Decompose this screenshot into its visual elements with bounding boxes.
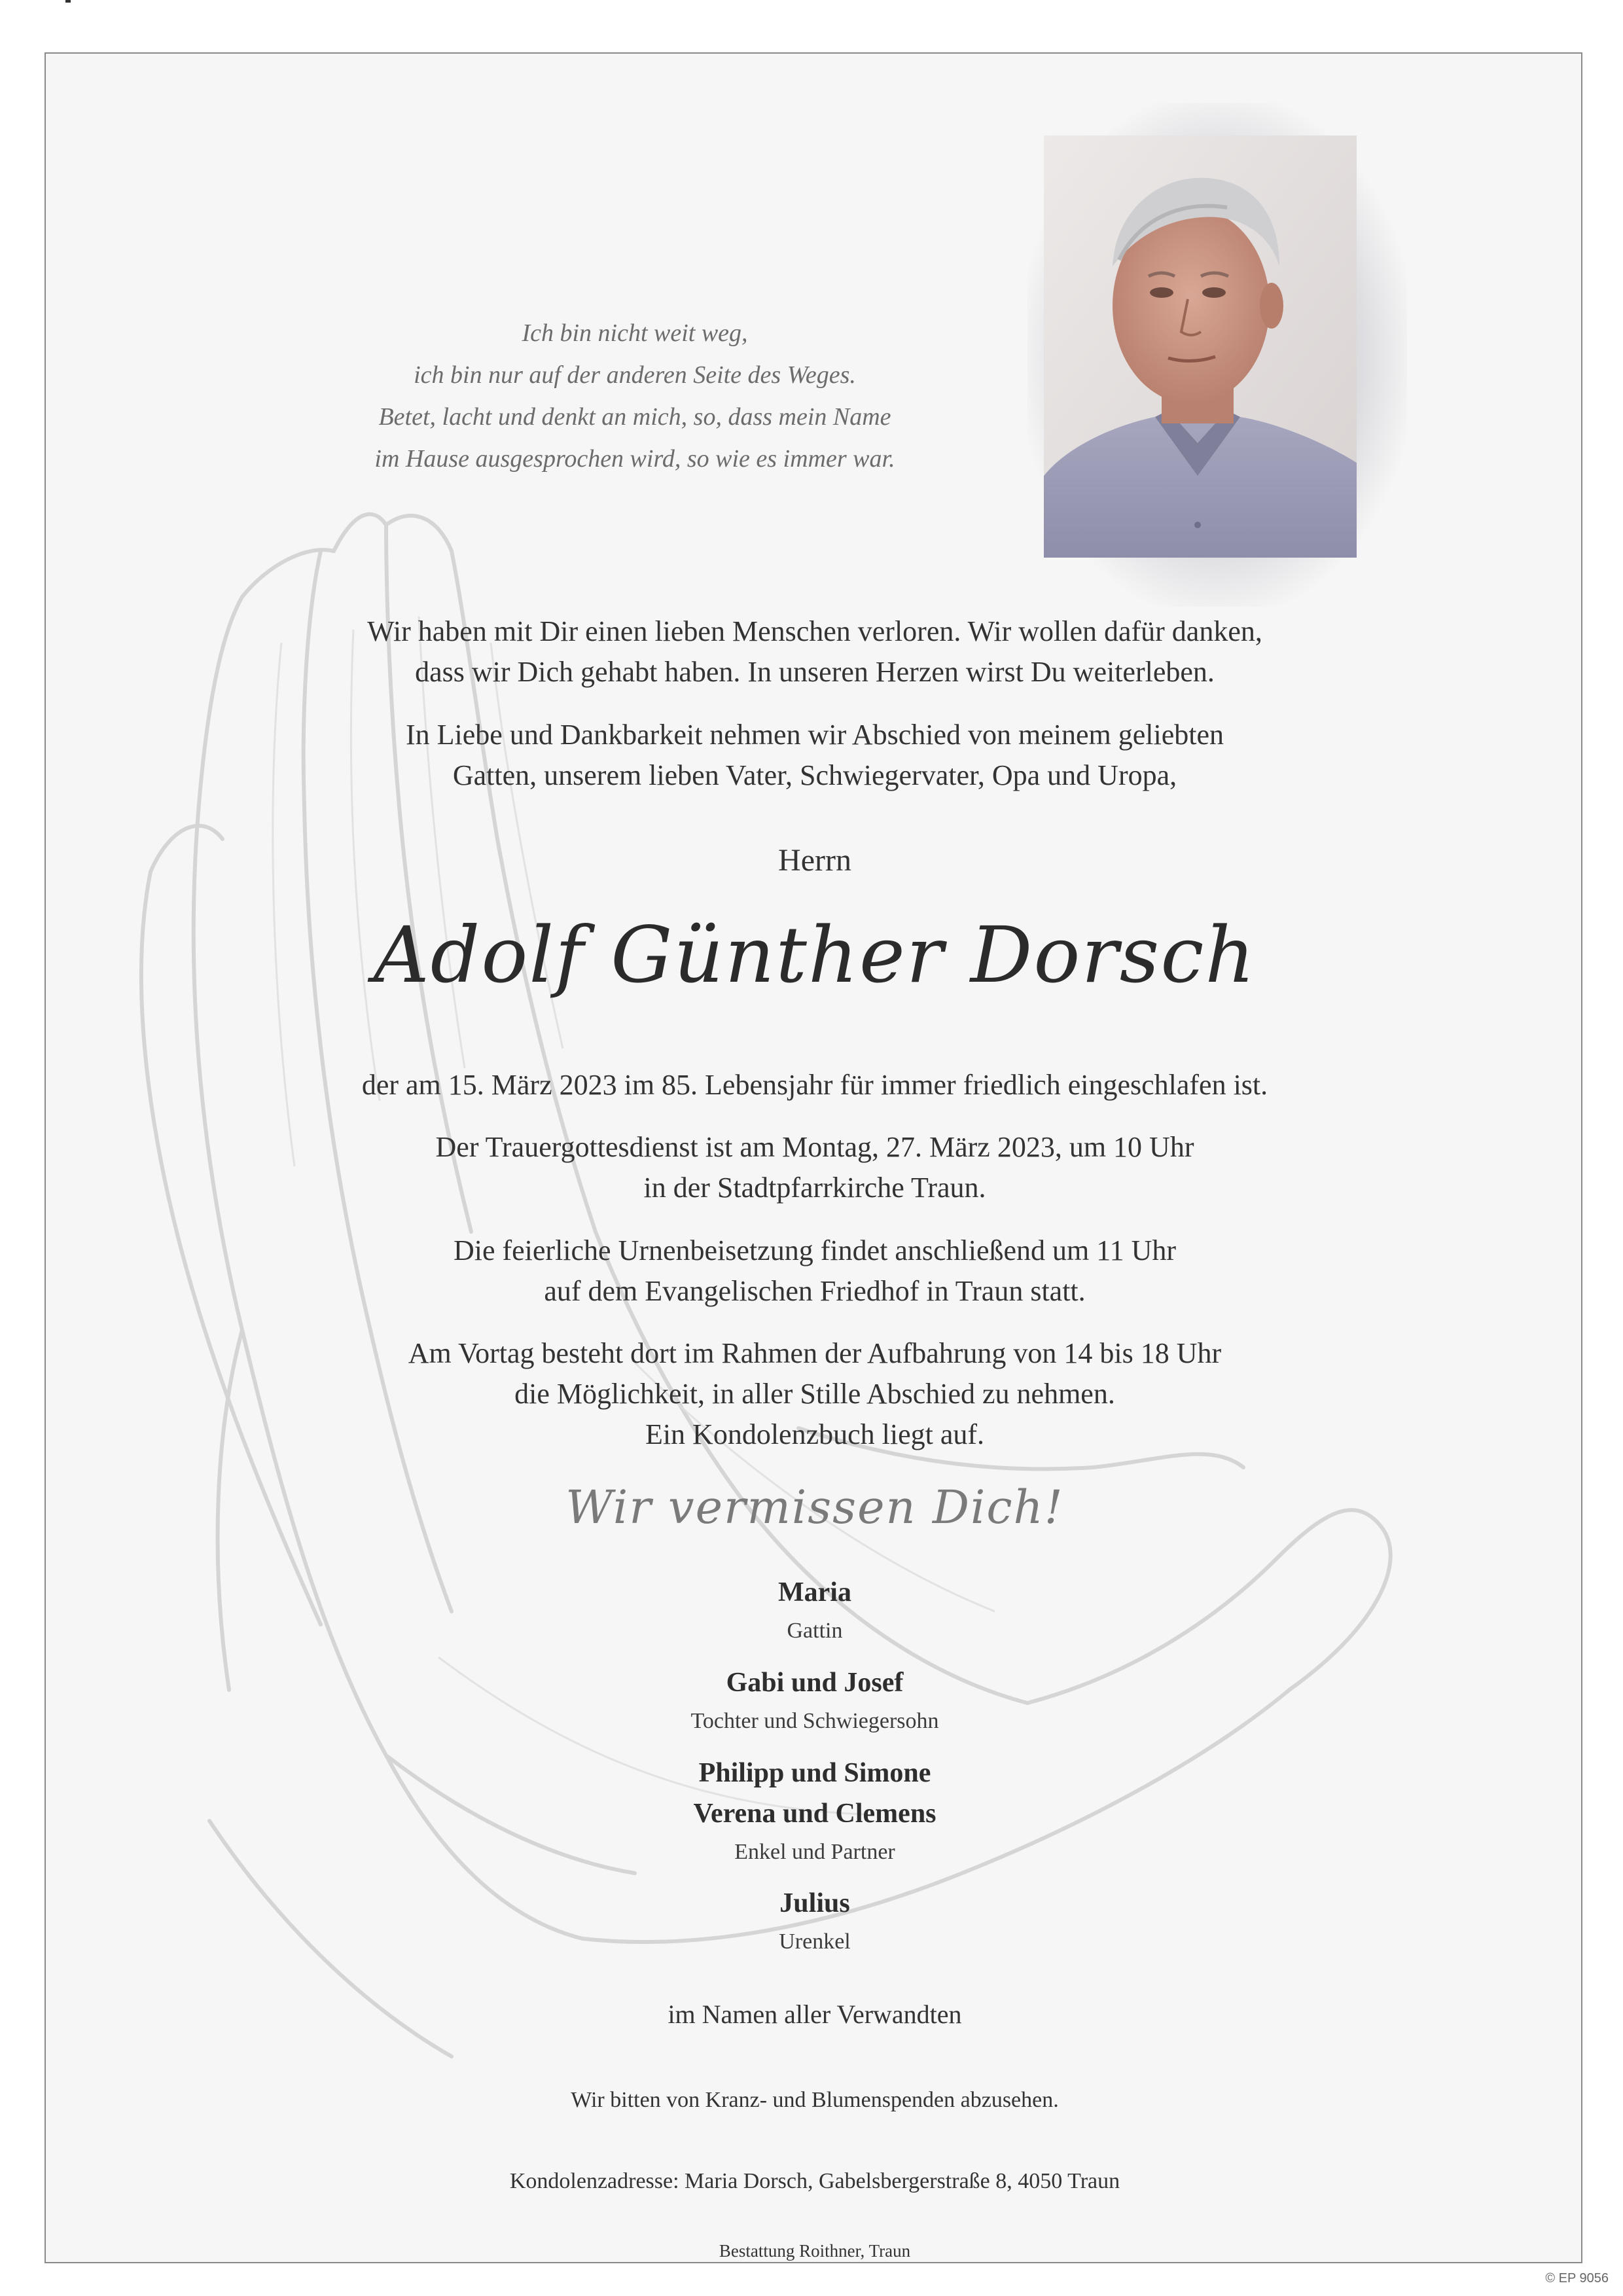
death-text: der am 15. März 2023 im 85. Lebensjahr für immer friedlich eingeschlafen ist.: [361, 1069, 1268, 1101]
mourner-relation: Gattin: [787, 1619, 843, 1643]
print-code: © EP 9056: [1545, 2271, 1609, 2286]
mourner-name: Philipp und Simone: [698, 1758, 931, 1788]
burial-paragraph: [46, 1230, 1582, 1312]
viewing-line: die Möglichkeit, in aller Stille Abschied zu nehmen.: [514, 1378, 1115, 1410]
condolence-address: Kondolenzadresse: Maria Dorsch, Gabelsbergerstraße 8, 4050 Traun: [509, 2169, 1120, 2193]
service-line: in der Stadtpfarrkirche Traun.: [643, 1172, 986, 1204]
intro-line: Wir haben mit Dir einen lieben Menschen verloren. Wir wollen dafür danken,: [367, 615, 1262, 647]
portrait-illustration: [1044, 135, 1357, 558]
viewing-line: Ein Kondolenzbuch liegt auf.: [645, 1418, 985, 1450]
farewell-line: In Liebe und Dankbarkeit nehmen wir Abschied von meinem geliebten: [406, 719, 1224, 751]
burial-line: auf dem Evangelischen Friedhof in Traun statt.: [544, 1275, 1086, 1307]
viewing-line: Am Vortag besteht dort im Rahmen der Aufbahrung von 14 bis 18 Uhr: [408, 1337, 1222, 1369]
mourner-name: Verena und Clemens: [693, 1799, 936, 1829]
funeral-home: Bestattung Roithner, Traun: [719, 2241, 911, 2261]
mourner-relation: Tochter und Schwiegersohn: [690, 1709, 939, 1733]
quote-line: Betet, lacht und denkt an mich, so, dass mein Name: [378, 403, 891, 431]
farewell-paragraph: [46, 715, 1582, 796]
portrait-photo: [1044, 135, 1357, 558]
salutation: Herrn: [778, 843, 851, 878]
mourner-group: [46, 1753, 1582, 1871]
death-line: [46, 1065, 1582, 1105]
quote-line: Ich bin nicht weit weg,: [522, 319, 748, 347]
mourner-relation: Enkel und Partner: [734, 1840, 895, 1864]
service-line: Der Trauergottesdienst ist am Montag, 27. März 2023, um 10 Uhr: [435, 1131, 1194, 1163]
intro-paragraph: [46, 611, 1582, 692]
mourner-group: [46, 1883, 1582, 1960]
memorial-quote: [262, 312, 1008, 480]
quote-line: ich bin nur auf der anderen Seite des Weges.: [414, 361, 856, 389]
deceased-name: Adolf Günther Dorsch: [373, 910, 1257, 1000]
mourner-group: [46, 1662, 1582, 1740]
flowers-note: Wir bitten von Kranz- und Blumenspenden abzusehen.: [571, 2088, 1059, 2112]
viewing-paragraph: [46, 1333, 1582, 1455]
obituary-sheet: [45, 52, 1582, 2263]
mourner-name: Gabi und Josef: [726, 1668, 904, 1698]
mourner-relation: Urenkel: [779, 1929, 851, 1954]
service-paragraph: [46, 1127, 1582, 1208]
quote-line: im Hause ausgesprochen wird, so wie es immer war.: [374, 445, 895, 473]
intro-line: dass wir Dich gehabt haben. In unseren Herzen wirst Du weiterleben.: [415, 656, 1215, 688]
closing-phrase: Wir vermissen Dich!: [565, 1480, 1064, 1534]
burial-line: Die feierliche Urnenbeisetzung findet anschließend um 11 Uhr: [453, 1234, 1177, 1266]
scan-mark: [65, 0, 71, 3]
relatives-line: im Namen aller Verwandten: [668, 2000, 962, 2029]
mourner-name: Julius: [779, 1888, 850, 1918]
mourner-group: [46, 1572, 1582, 1649]
farewell-line: Gatten, unserem lieben Vater, Schwiegervater, Opa und Uropa,: [452, 759, 1177, 791]
mourner-name: Maria: [778, 1577, 851, 1607]
